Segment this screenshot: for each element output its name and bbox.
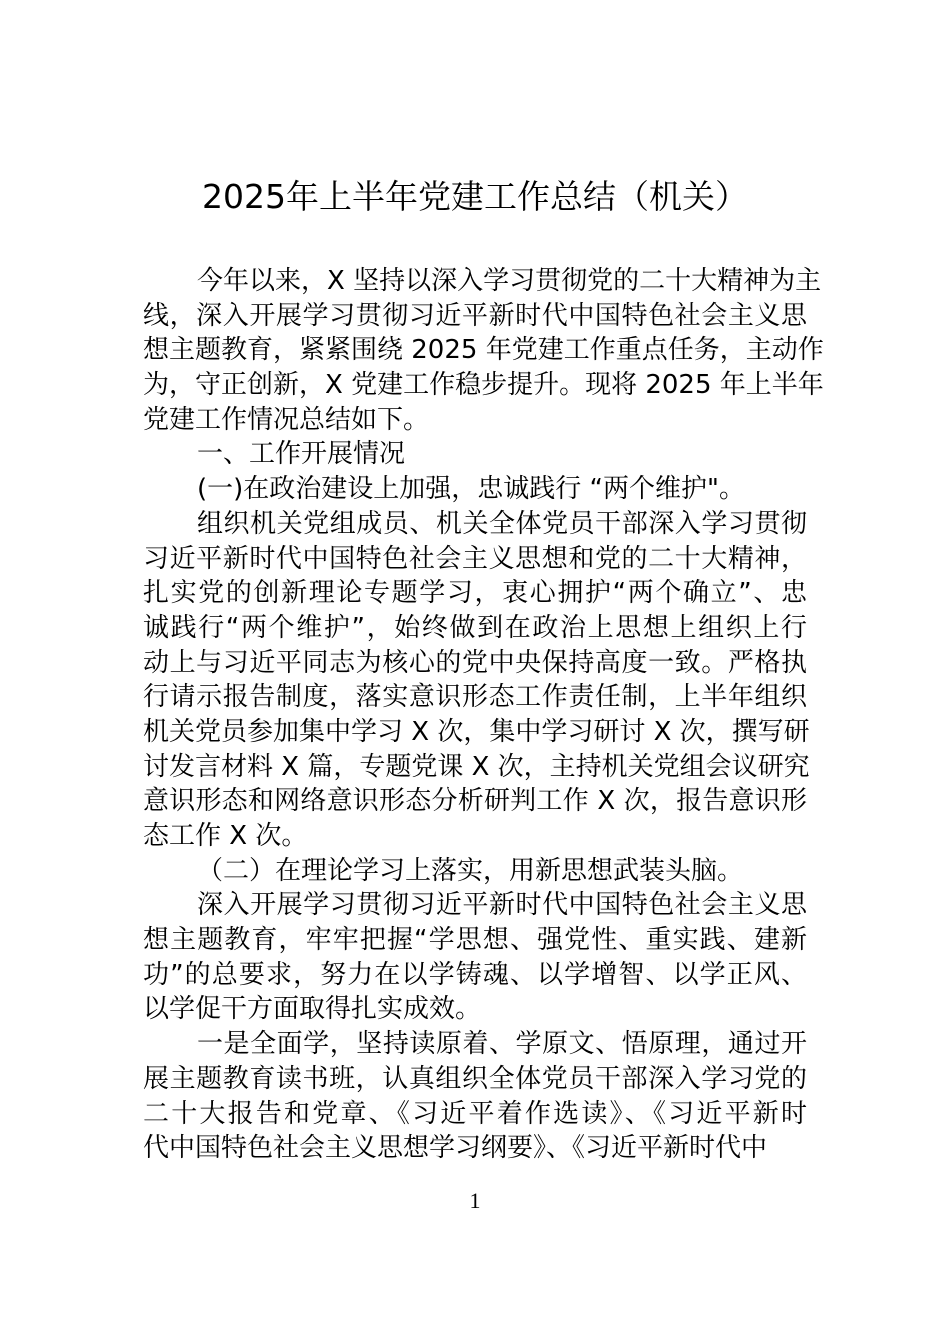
text-line: 二十大报告和党章、《习近平着作选读》、《习近平新时 <box>143 1098 807 1129</box>
paragraph <box>143 1027 807 1166</box>
text-line: 代中国特色社会主义思想学习纲要》、《习近平新时代中 <box>143 1133 768 1164</box>
text-line: 态工作 X 次。 <box>143 821 308 851</box>
text-line: 想主题教育，牢牢把握“学思想、强党性、重实践、建新 <box>143 925 807 956</box>
paragraph <box>143 507 810 854</box>
text-line: 功”的总要求，努力在以学铸魂、以学增智、以学正风、 <box>143 959 807 990</box>
text-line: 诚践行“两个维护”，始终做到在政治上思想上组织上行 <box>143 612 807 643</box>
paragraph <box>143 472 807 507</box>
text-line: 为，守正创新，X 党建工作稳步提升。现将 2025 年上半年 <box>143 370 824 401</box>
text-line: 深入开展学习贯彻习近平新时代中国特色社会主义思 <box>197 890 807 921</box>
text-line: 一是全面学，坚持读原着、学原文、悟原理，通过开 <box>197 1029 807 1060</box>
text-line: 习近平新时代中国特色社会主义思想和党的二十大精神， <box>143 543 807 574</box>
text-line: 以学促干方面取得扎实成效。 <box>143 994 482 1025</box>
text-line: 行请示报告制度，落实意识形态工作责任制，上半年组织 <box>143 682 807 713</box>
paragraph <box>143 854 807 889</box>
page-number: 1 <box>469 1188 481 1213</box>
text-line: 动上与习近平同志为核心的党中央保持高度一致。严格执 <box>143 647 807 678</box>
text-line: 今年以来，X 坚持以深入学习贯彻党的二十大精神为主 <box>197 266 822 296</box>
text-line: 想主题教育，紧紧围绕 2025 年党建工作重点任务，主动作 <box>143 335 824 366</box>
text-line: 扎实党的创新理论专题学习，衷心拥护“两个确立”、忠 <box>143 578 807 609</box>
text-line: (一)在政治建设上加强，忠诚践行 “两个维护"。 <box>197 474 745 505</box>
paragraph <box>143 888 807 1027</box>
text-line: 讨发言材料 X 篇，专题党课 X 次，主持机关党组会议研究 <box>143 751 810 782</box>
text-line: 线，深入开展学习贯彻习近平新时代中国特色社会主义思 <box>143 300 807 331</box>
text-line: 组织机关党组成员、机关全体党员干部深入学习贯彻 <box>197 508 807 539</box>
text-line: （二）在理论学习上落实，用新思想武装头脑。 <box>197 855 744 886</box>
text-line: 展主题教育读书班，认真组织全体党员干部深入学习党的 <box>143 1063 807 1094</box>
text-line: 一、工作开展情况 <box>197 439 406 470</box>
document-title: 2025年上半年党建工作总结（机关） <box>202 177 748 216</box>
text-line: 意识形态和网络意识形态分析研判工作 X 次，报告意识形 <box>143 786 807 817</box>
document-body <box>143 264 824 1166</box>
text-line: 机关党员参加集中学习 X 次，集中学习研讨 X 次，撰写研 <box>143 716 810 747</box>
paragraph <box>143 437 807 472</box>
text-line: 党建工作情况总结如下。 <box>143 404 430 435</box>
paragraph <box>143 264 824 437</box>
